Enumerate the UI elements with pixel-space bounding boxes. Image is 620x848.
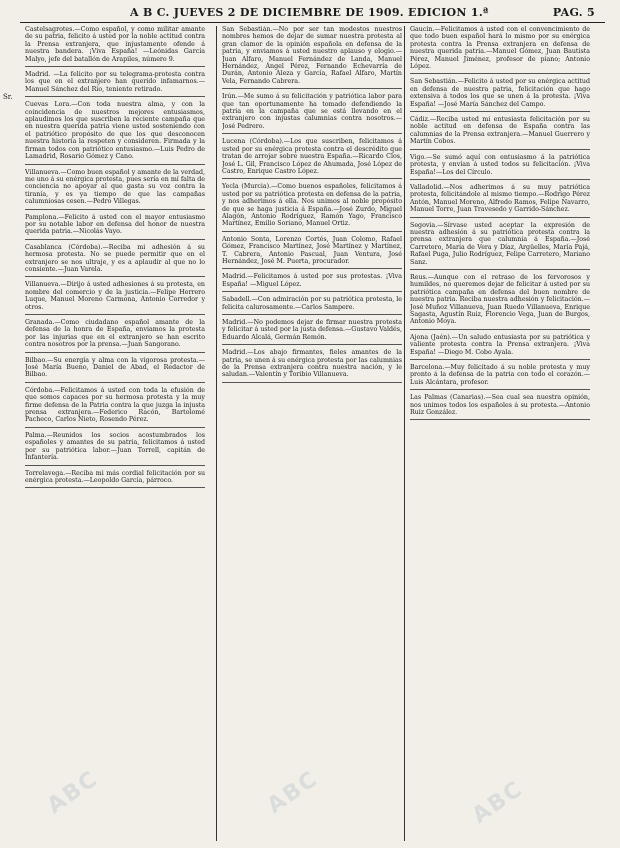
column-1 <box>25 26 205 846</box>
news-item: Castelsagrotes.—Como español, y como militar amante de su patria, felicito á usted por la noble actitud contra la Prensa extranjera, que injustamente ofende á nuestra bandera. ¡Viva España! —Leónidas García Malyo, jefe del batallón de Arapiles, número 9. <box>25 26 205 67</box>
news-item: Yecla (Murcia).—Como buenos españoles, felicitamos á usted por su patriótica protesta en defensa de la patria, y nos adherimos á ella. Nos unimos al noble propósito de que se haga justicia á España.—José Zurdo, Miguel Alagón, Antonio Rodríguez, Ramón Yago, Francisco Martínez, Emilio Soriano, Manuel Ortiz. <box>222 183 402 231</box>
watermark-stamp: ABC <box>42 766 104 819</box>
news-item: Córdoba.—Felicitamos á usted con toda la efusión de que somos capaces por su hermosa protesta y la muy firme defensa de la Patria contra la que juzga la injusta prensa extranjera.—Federico Racón, Bartolomé Pacheco, Carlos Nieto, Rosendo Pérez. <box>25 387 205 428</box>
column-3 <box>410 26 590 846</box>
news-item: Granada.—Como ciudadano español amante de la defensa de la honra de España, enviamos la protesta por las injurias que en el extranjero se han escrito contra nosotros por la prensa.—Juan Sangorano. <box>25 319 205 353</box>
news-item: Madrid. —La felicito por su telegrama-protesta contra los que en el extranjero han querido infamarnos.—Manuel Sánchez del Río, teniente retirado. <box>25 71 205 97</box>
news-item: Villanueva.—Como buen español y amante de la verdad, me uno á su enérgica protesta, pues sería en mí falta de conciencia no apoyar al que gasta su voz contra la tiranía, y es ya tiempo de que las campañas calumniosas cesen.—Pedro Villegas. <box>25 169 205 210</box>
news-item: Gaucín.—Felicitamos á usted con el convencimiento de que todo buen español hará lo mismo por su enérgica protesta contra la Prensa extranjera en defensa de nuestra querida patria.—Manuel Gómez, Juan Bautista Pérez, Manuel Jiménez, profesor de piano; Antonio López. <box>410 26 590 74</box>
margin-mark: Sr. <box>3 93 13 101</box>
news-item: Villanueva.—Dirijo á usted adhesiones á su protesta, en nombre del comercio y de la justicia.—Felipe Herrero Luque, Manuel Moreno Carmona, Antonio Corredor y otros. <box>25 281 205 315</box>
news-item: San Sebastián.—Felicito á usted por su enérgica actitud en defensa de nuestra patria, felicitación que hago extensiva á todos los que se unen á la protesta. ¡Viva España! —José María Sánchez del Campo. <box>410 78 590 112</box>
news-item: Lucena (Córdoba).—Los que suscriben, felicitamos á usted por su enérgica protesta contra el descrédito que tratan de arrojar sobre nuestra España.—Ricardo Clos, José L. Gil, Francisco López de Ahumada, José López de Castro, Enrique Castro López. <box>222 138 402 179</box>
news-item: Ajona (Jaén).—Un saludo entusiasta por su patriótica y valiente protesta contra la Prensa extranjera. ¡Viva España! —Diego M. Cobo Ayala. <box>410 334 590 360</box>
news-item: San Sebastián.—No por ser tan modestos nuestros nombres hemos de dejar de sumar nuestra protesta al gran clamor de la opinión española en defensa de la patria, y enviamos á usted nuestro aplauso y elogio.—Juan Alfaro, Manuel Fernández de Landa, Manuel Hernández, Ángel Pérez, Fernando Echevarría de Durán, Antonio Aleza y García, Rafael Alfaro, Martín Vela, Fernando Cabrera. <box>222 26 402 89</box>
news-item: Sabadell.—Con admiración por su patriótica protesta, le felicita calurosamente.—Carlos Sampere. <box>222 296 402 315</box>
news-item: Madrid.—Los abajo firmantes, fieles amantes de la patria, se unen á su enérgica protesta por las calumnias de la Prensa extranjera contra nuestra nación, y le saludan.—Valentín y Toribio Villanueva. <box>222 349 402 383</box>
news-item: Pamplona.—Felicito á usted con el mayor entusiasmo por su notable labor en defensa del honor de nuestra querida patria.—Nicolás Vayo. <box>25 214 205 240</box>
news-item: Madrid.—No podemos dejar de firmar nuestra protesta y felicitar á usted por la justa defensa.—Gustavo Valdés, Eduardo Alcalá, Germán Remón. <box>222 319 402 345</box>
news-item: Torrelavega.—Reciba mi más cordial felicitación por su enérgica protesta.—Leopoldo García, párroco. <box>25 470 205 489</box>
watermark-stamp: ABC <box>262 766 324 819</box>
news-item: Segovia.—Sírvase usted aceptar la expresión de nuestra adhesión á su patriótica protesta contra la prensa extranjera que calumnia á España.—José Carretero, María de Vera y Díaz, Argüelles, María Pajá, Rafael Puga, Julio Rodríguez, Felipe Carretero, Mariano Sanz. <box>410 222 590 270</box>
news-item: Vigo.—Se sumó aquí con entusiasmo á la patriótica protesta, y envían á usted todos su felicitación. ¡Viva España!—Los del Círculo. <box>410 154 590 180</box>
column-rule <box>216 26 217 841</box>
page-header <box>20 5 605 23</box>
news-item: Barcelona.—Muy felicitado á su noble protesta y muy pronto á la defensa de la patria con todo el corazón.—Luis Alcántara, profesor. <box>410 364 590 390</box>
news-item: Bilbao.—Su energía y alma con la vigorosa protesta.—José María Bueno, Daniel de Abad, el Redactor de Bilbao. <box>25 357 205 383</box>
news-item: Las Palmas (Canarias).—Sea cual sea nuestra opinión, nos unimos todos los españoles á su protesta.—Antonio Ruiz González. <box>410 394 590 420</box>
news-item: Palma.—Reunidos los socios acostumbrados los españoles y amantes de su patria, felicitamos á usted por su patriótica labor.—Juan Torrell, capitán de Infantería. <box>25 432 205 466</box>
news-item: Cuevas Lora.—Con toda nuestra alma, y con la coincidencia de nuestros mejores entusiasmos, aplaudimos los que suscriben la reciente campaña que en nuestra querida patria viene usted sosteniendo con el patriótico propósito de que los que desconocen nuestra historia la respeten y consideren. Firmada y la firman todos con patriótico entusiasmo.—Luis Pedro de Lamadrid, Rosario Gómez y Cano. <box>25 101 205 164</box>
news-item: Valladolid.—Nos adherimos á su muy patriótica protesta, felicitándole al mismo tiempo.—Rodrigo Pérez Antón, Manuel Moreno, Alfredo Ramos, Felipe Navarro, Manuel Torre, Juan Travesedo y Garrido-Sánchez. <box>410 184 590 218</box>
news-item: Madrid.—Felicitamos á usted por sus protestas. ¡Viva España! —Miguel López. <box>222 273 402 292</box>
page-number: PAG. 5 <box>552 6 595 19</box>
column-2 <box>222 26 402 846</box>
news-item: Antonio Sonta, Lorenzo Cortés, Juan Colomo, Rafael Gómez, Francisco Martínez, José Martínez y Martínez, T. Cabrera, Antonio Pascual, Juan Ventura, José Hernández, José M. Puerta, procurador. <box>222 236 402 270</box>
news-item: Cádiz.—Reciba usted mi entusiasta felicitación por su noble actitud en defensa de España contra las calumnias de la Prensa extranjera.—Manuel Guerrero y Martín Cobos. <box>410 116 590 150</box>
news-item: Irún.—Me sumo á su felicitación y patriótica labor para que tan oportunamente ha tomado defendiendo la patria en la campaña que se está llevando en el extranjero con injustas calumnias contra nosotros.—José Pedrero. <box>222 93 402 134</box>
news-item: Reus.—Aunque con el retraso de los fervorosos y humildes, no queremos dejar de felicitar á usted por su patriótica campaña en defensa del buen nombre de nuestra patria. Reciba nuestra adhesión y felicitación.—José Muñoz Villanueva, Juan Ruedo Villanueva, Enrique Sagasta, Agustín Ruiz, Florencio Vega, Juan de Burgos, Antonio Moya. <box>410 274 590 330</box>
column-rule <box>404 26 405 841</box>
news-item: Casablanca (Córdoba).—Reciba mi adhesión á su hermosa protesta. No se puede permitir que en el extranjero se nos ultraje, y es a aplaudir al que no lo consiente.—Juan Varela. <box>25 244 205 278</box>
header-title: A B C. JUEVES 2 DE DICIEMBRE DE 1909. EDICION 1.ª <box>130 6 489 19</box>
watermark-stamp: ABC <box>467 776 529 829</box>
